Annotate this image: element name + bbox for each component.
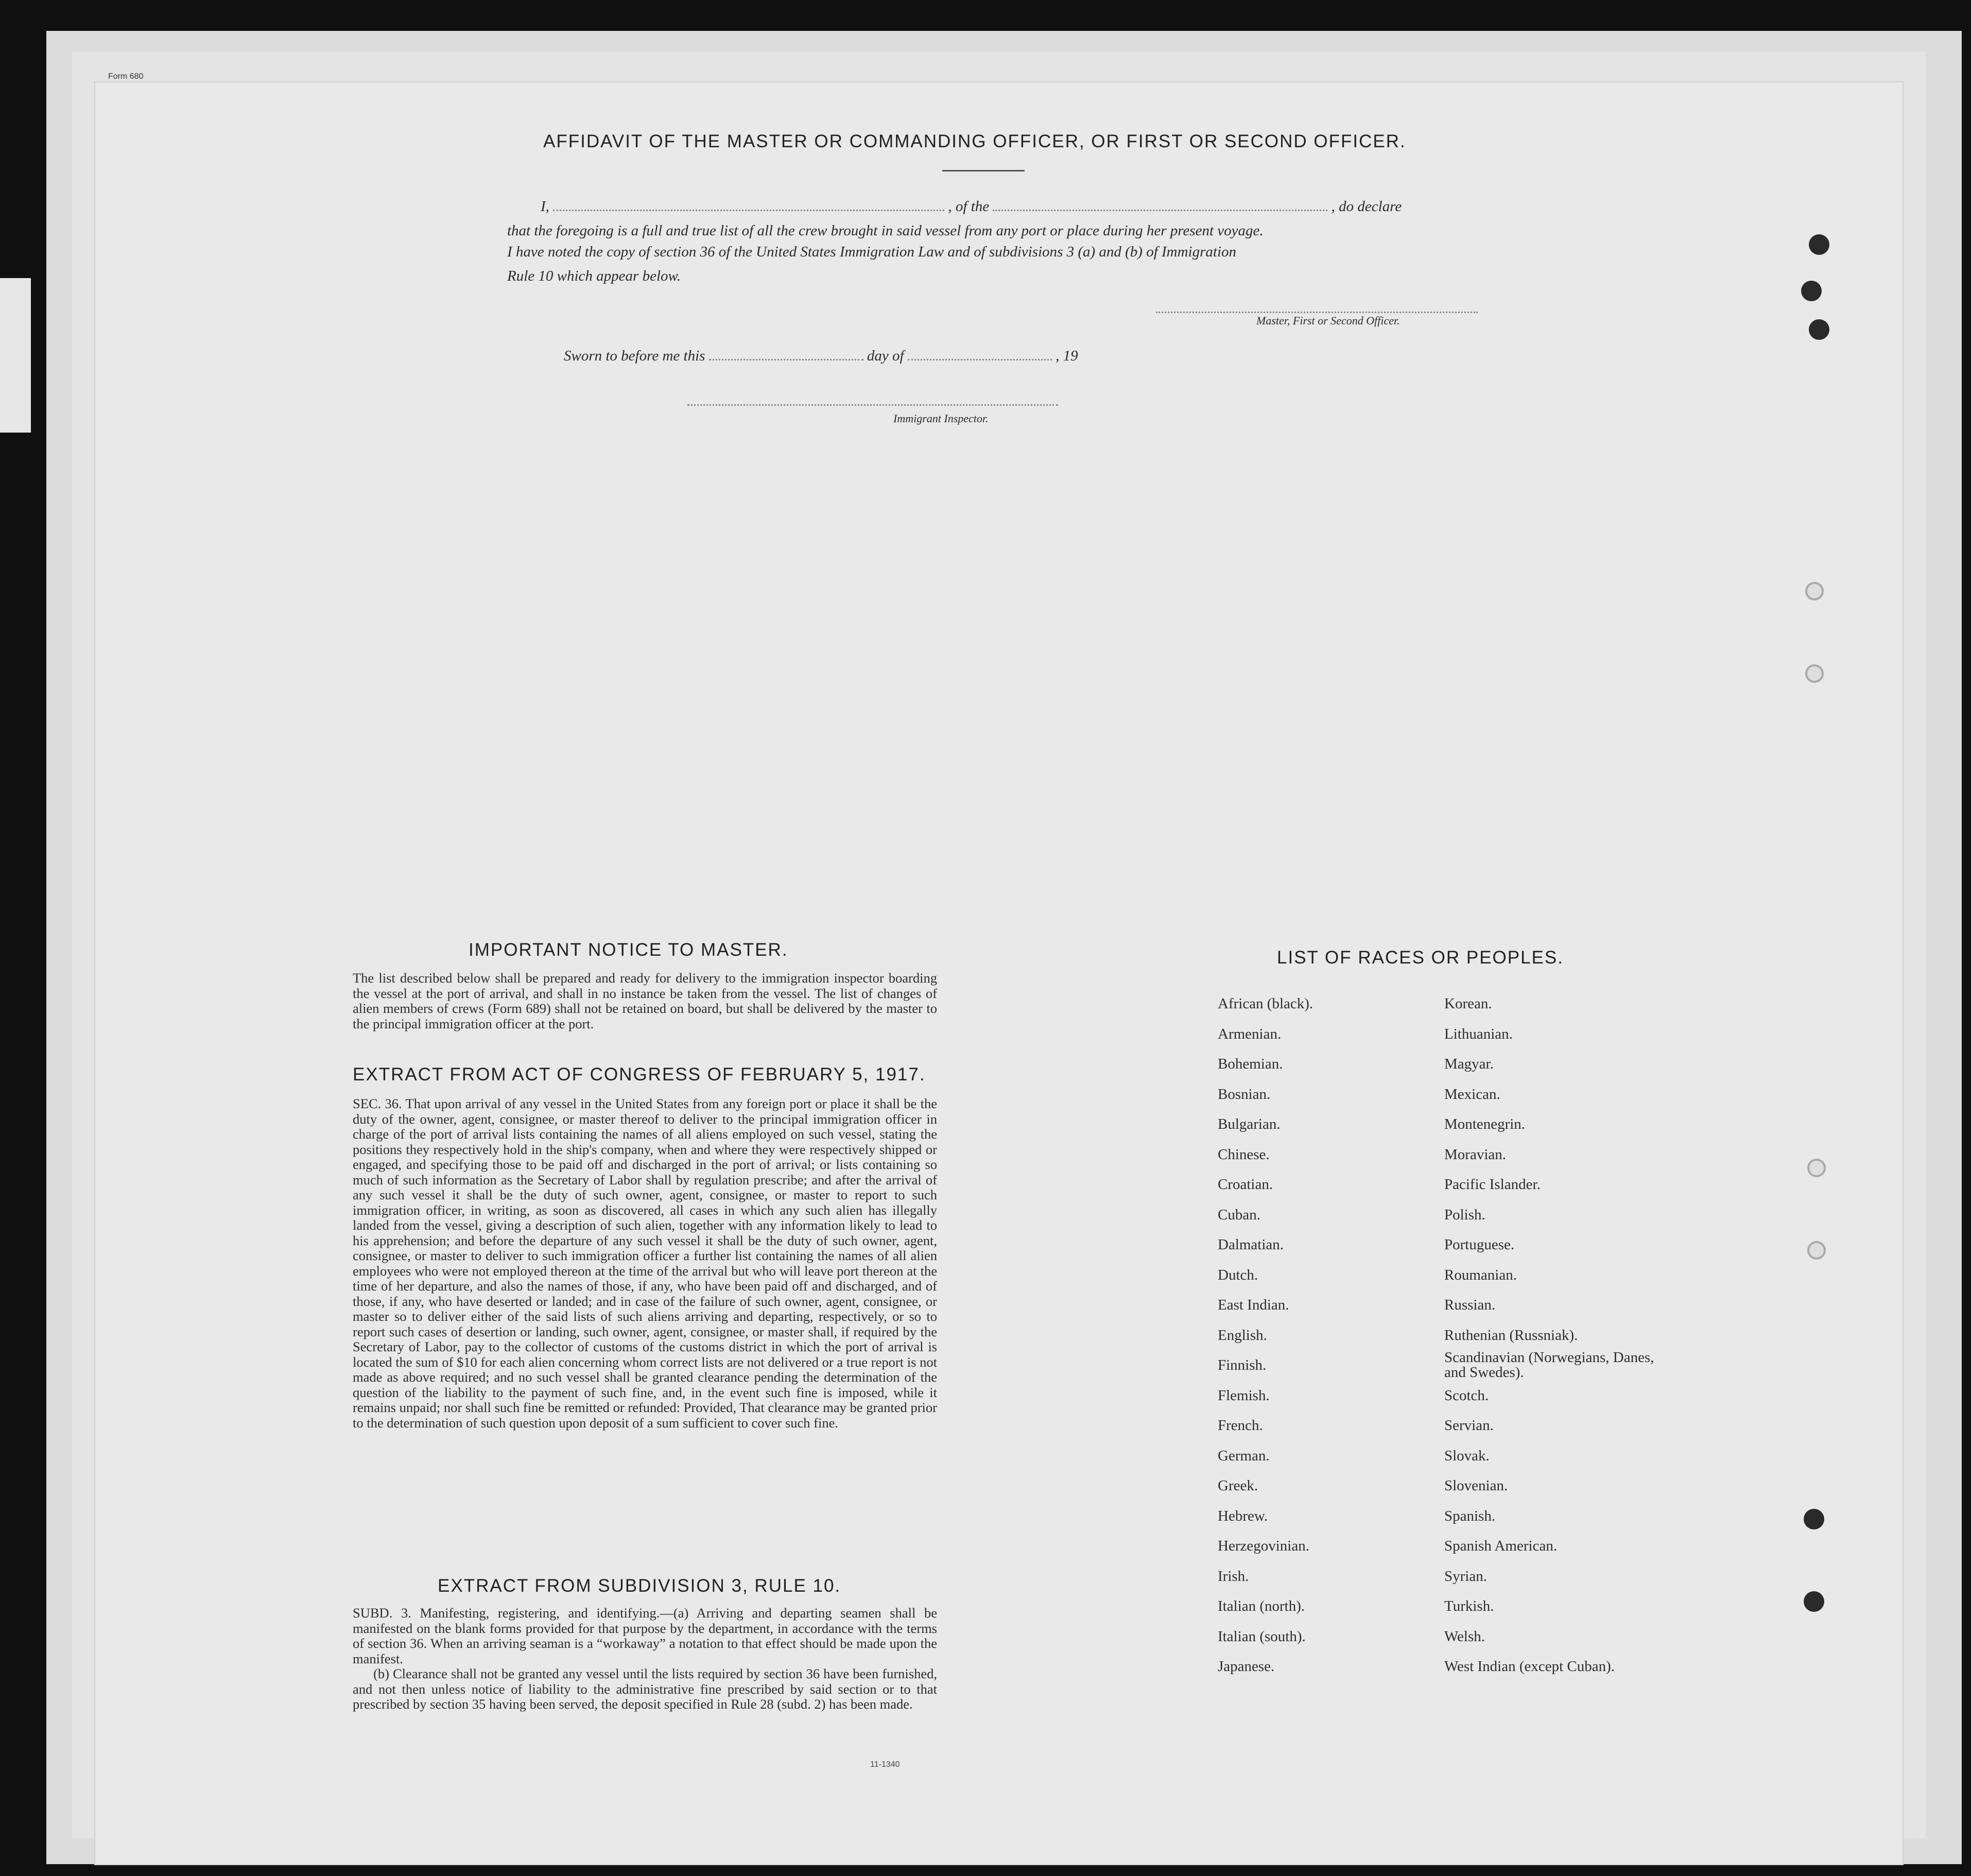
of-the-label: , of the	[948, 198, 990, 215]
affidavit-i: I,	[541, 198, 549, 215]
race-item: Welsh.	[1444, 1628, 1485, 1645]
name-field[interactable]	[553, 209, 944, 211]
race-item: Montenegrin.	[1444, 1116, 1526, 1132]
year-label: , 19	[1056, 348, 1078, 364]
left-tab	[0, 278, 31, 433]
race-item: Irish.	[1218, 1568, 1249, 1585]
races-left-column	[1218, 989, 1313, 1682]
affidavit-line-3: I have noted the copy of section 36 of the United States Immigration Law and of subdivisions 3 (a) and (b) of Immigration	[507, 244, 1237, 260]
race-item: Herzegovinian.	[1218, 1538, 1309, 1554]
race-item: Dalmatian.	[1218, 1236, 1284, 1253]
sworn-line	[564, 348, 1078, 365]
binder-hole	[1804, 1591, 1824, 1612]
race-item: Slovak.	[1444, 1447, 1490, 1464]
race-item: German.	[1218, 1447, 1270, 1464]
title-rule	[942, 170, 1025, 171]
binder-hole	[1807, 1159, 1826, 1177]
race-item: Slovenian.	[1444, 1477, 1508, 1494]
declare-label: , do declare	[1331, 198, 1402, 215]
race-item: Moravian.	[1444, 1146, 1506, 1163]
subdivision-heading: EXTRACT FROM SUBDIVISION 3, RULE 10.	[438, 1576, 841, 1596]
binder-hole	[1809, 234, 1829, 255]
affidavit-line-1	[507, 198, 1402, 215]
race-item: Ruthenian (Russniak).	[1444, 1327, 1578, 1344]
signature-label: Master, First or Second Officer.	[1256, 314, 1400, 327]
inspector-signature-field[interactable]	[687, 404, 1058, 406]
subdivision-text	[353, 1606, 937, 1712]
race-item: English.	[1218, 1327, 1267, 1344]
race-item: Dutch.	[1218, 1266, 1258, 1283]
race-item: Syrian.	[1444, 1568, 1487, 1585]
binder-hole	[1807, 1241, 1826, 1260]
race-item: Italian (north).	[1218, 1598, 1305, 1614]
subdivision-text-a: SUBD. 3. Manifesting, registering, and identifying.—(a) Arriving and departing seamen shall be manifested on the blank forms provided for that purpose by the department, in accordance with the terms of section 36. When an arriving seaman is a “workaway” a notation to that effect should be made upon the manifest.	[353, 1605, 937, 1666]
signature-field[interactable]	[1156, 312, 1478, 313]
race-item: Bosnian.	[1218, 1086, 1271, 1103]
race-item: Lithuanian.	[1444, 1025, 1513, 1042]
affidavit-line-2: that the foregoing is a full and true list of all the crew brought in said vessel from any port or place during her present voyage.	[507, 222, 1264, 239]
race-item: Bulgarian.	[1218, 1116, 1281, 1132]
race-item: Italian (south).	[1218, 1628, 1306, 1645]
print-code: 11-1340	[870, 1760, 900, 1769]
race-item: Armenian.	[1218, 1025, 1282, 1042]
race-item: Cuban.	[1218, 1206, 1260, 1223]
race-item: Roumanian.	[1444, 1266, 1517, 1283]
race-item: Japanese.	[1218, 1658, 1275, 1675]
race-item: Spanish.	[1444, 1507, 1496, 1524]
subdivision-text-b: (b) Clearance shall not be granted any vessel until the lists required by section 36 have been furnished, and not then unless notice of liability to the administrative fine prescribed by said section or to that prescribed by section 35 having been served, the deposit specified in Rule 28 (subd. 2) has been made.	[353, 1666, 937, 1712]
form-number: Form 680	[108, 72, 144, 81]
race-item: Korean.	[1444, 995, 1492, 1012]
act-heading: EXTRACT FROM ACT OF CONGRESS OF FEBRUARY 5, 1917.	[353, 1064, 926, 1085]
race-item: Chinese.	[1218, 1146, 1270, 1163]
race-item: French.	[1218, 1417, 1263, 1434]
vessel-field[interactable]	[993, 209, 1327, 211]
race-item: Scandinavian (Norwegians, Danes, and Swedes).	[1444, 1349, 1654, 1381]
notice-text: The list described below shall be prepared and ready for delivery to the immigration inspector boarding the vessel at the port of arrival, and shall in no instance be taken from the vessel. The list of changes of alien members of crews (Form 689) shall not be retained on board, but shall be delivered by the master to the principal immigration officer at the port.	[353, 970, 937, 1031]
race-item: Flemish.	[1218, 1387, 1270, 1404]
race-item: Polish.	[1444, 1206, 1485, 1223]
race-item: Russian.	[1444, 1297, 1496, 1313]
race-item: Mexican.	[1444, 1086, 1500, 1103]
act-text: SEC. 36. That upon arrival of any vessel in the United States from any foreign port or place it shall be the duty of the owner, agent, consignee, or master thereof to deliver to the principal immigration officer in charge of the port of arrival lists containing the names of all aliens employed on such vessel, stating the positions they respectively hold in the ship's company, when and where they were respectively shipped or engaged, and specifying those to be paid off and discharged in the port of arrival; or lists containing so much of such information as the Secretary of Labor shall by regulation prescribe; and after the arrival of any such vessel it shall be the duty of such owner, agent, consignee, or master to report to such immigration officer, in writing, as soon as discovered, all cases in which any such alien has illegally landed from the vessel, giving a description of such alien, together with any information likely to lead to his apprehension; and before the departure of any such vessel it shall be the duty of such owner, agent, consignee, or master to deliver to such immigration officer a further list containing the names of all alien employees who were not employed thereon at the time of the arrival but who will leave port thereon at the time of her departure, and also the names of those, if any, who have been paid off and discharged, and of those, if any, who have deserted or landed; and in case of the failure of such owner, agent, consignee, or master so to deliver either of the said lists of such aliens arriving and departing, respectively, or so to report such cases of desertion or landing, such owner, agent, consignee, or master shall, if required by the Secretary of Labor, pay to the collector of customs of the customs district in which the port of arrival is located the sum of $10 for each alien concerning whom correct lists are not delivered or a true report is not made as above required; and no such vessel shall be granted clearance pending the determination of the question of the liability to the payment of such fine, and, in the event such fine is imposed, while it remains unpaid; nor shall such fine be remitted or refunded: Provided, That clearance may be granted prior to the determination of such question upon deposit of a sum sufficient to cover such fine.	[353, 1096, 937, 1431]
race-item: Bohemian.	[1218, 1056, 1283, 1072]
race-item: Servian.	[1444, 1417, 1494, 1434]
race-item: Hebrew.	[1218, 1507, 1268, 1524]
binder-hole	[1805, 582, 1824, 600]
binder-hole	[1804, 1509, 1824, 1529]
race-item: Portuguese.	[1444, 1236, 1515, 1253]
day-of-label: day of	[867, 348, 904, 364]
race-item: Finnish.	[1218, 1357, 1267, 1373]
binder-hole	[1809, 319, 1829, 340]
month-field[interactable]	[908, 358, 1052, 360]
race-item: West Indian (except Cuban).	[1444, 1658, 1615, 1675]
affidavit-line-4: Rule 10 which appear below.	[507, 268, 681, 284]
race-item: Magyar.	[1444, 1056, 1494, 1072]
race-item: Turkish.	[1444, 1598, 1494, 1614]
race-item: East Indian.	[1218, 1297, 1289, 1313]
affidavit-title: AFFIDAVIT OF THE MASTER OR COMMANDING OFFICER, OR FIRST OR SECOND OFFICER.	[543, 131, 1406, 151]
day-field[interactable]	[709, 358, 863, 360]
races-right-column	[1444, 989, 1661, 1682]
binder-hole	[1805, 664, 1824, 683]
races-heading: LIST OF RACES OR PEOPLES.	[1277, 948, 1564, 968]
race-item: African (black).	[1218, 995, 1313, 1012]
race-item: Spanish American.	[1444, 1538, 1558, 1554]
sworn-label: Sworn to before me this	[564, 348, 705, 364]
race-item: Scotch.	[1444, 1387, 1489, 1404]
binder-hole	[1801, 281, 1822, 301]
notice-heading: IMPORTANT NOTICE TO MASTER.	[469, 940, 788, 960]
race-item: Pacific Islander.	[1444, 1176, 1541, 1193]
race-item: Croatian.	[1218, 1176, 1273, 1193]
race-item: Greek.	[1218, 1477, 1258, 1494]
inspector-label: Immigrant Inspector.	[893, 412, 989, 425]
